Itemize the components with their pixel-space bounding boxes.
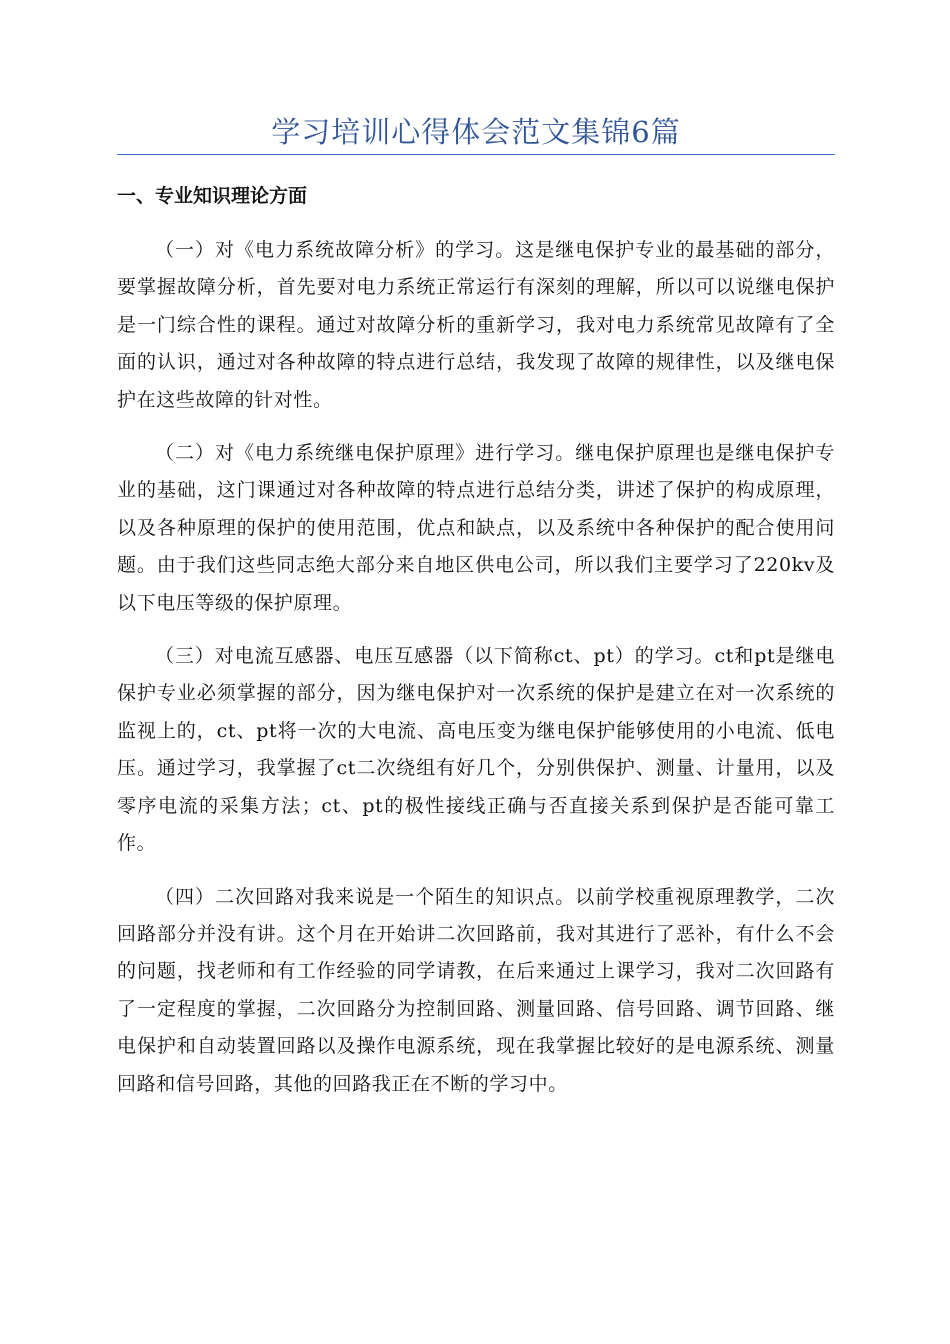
paragraph-2: （二）对《电力系统继电保护原理》进行学习。继电保护原理也是继电保护专业的基础，这门课通过对各种故障的特点进行总结分类，讲述了保护的构成原理，以及各种原理的保护的使用范围，优点和缺点，以及系统中各种保护的配合使用问题。由于我们这些同志绝大部分来自地区供电公司，所以我们主要学习了220kv及以下电压等级的保护原理。 [117, 442, 835, 614]
paragraph-1: （一）对《电力系统故障分析》的学习。这是继电保护专业的最基础的部分，要掌握故障分析，首先要对电力系统正常运行有深刻的理解，所以可以说继电保护是一门综合性的课程。通过对故障分析的重新学习，我对电力系统常见故障有了全面的认识，通过对各种故障的特点进行总结，我发现了故障的规律性，以及继电保护在这些故障的针对性。 [117, 239, 835, 411]
section-heading: 一、专业知识理论方面 [117, 185, 308, 207]
title-underline [117, 154, 835, 155]
paragraph-4: （四）二次回路对我来说是一个陌生的知识点。以前学校重视原理教学，二次回路部分并没有讲。这个月在开始讲二次回路前，我对其进行了恶补，有什么不会的问题，找老师和有工作经验的同学请教，在后来通过上课学习，我对二次回路有了一定程度的掌握，二次回路分为控制回路、测量回路、信号回路、调节回路、继电保护和自动装置回路以及操作电源系统，现在我掌握比较好的是电源系统、测量回路和信号回路，其他的回路我正在不断的学习中。 [117, 885, 835, 1095]
document-title: 学习培训心得体会范文集锦6篇 [271, 115, 681, 149]
paragraph-3: （三）对电流互感器、电压互感器（以下简称ct、pt）的学习。ct和pt是继电保护专业必须掌握的部分，因为继电保护对一次系统的保护是建立在对一次系统的监视上的，ct、pt将一次的大电流、高电压变为继电保护能够使用的小电流、低电压。通过学习，我掌握了ct二次绕组有好几个，分别供保护、测量、计量用，以及零序电流的采集方法；ct、pt的极性接线正确与否直接关系到保护是否能可靠工作。 [117, 645, 835, 855]
body-text [117, 232, 835, 1119]
